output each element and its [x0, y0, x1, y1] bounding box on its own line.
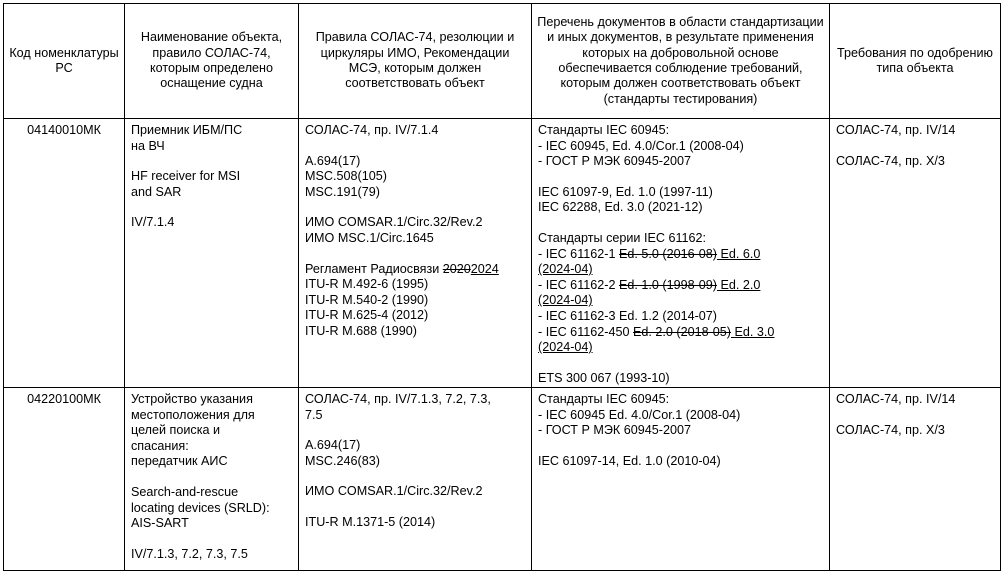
- header-row: [4, 4, 1001, 119]
- object-name-en: and SAR: [131, 184, 182, 199]
- object-name-ru: Устройство указания: [131, 392, 253, 406]
- header-approval: Требования по одобрению типа объекта: [830, 4, 1001, 119]
- approval-requirement: СОЛАС-74, пр. X/3: [836, 153, 945, 168]
- itu-recommendation: ITU-R M.492-6 (1995): [305, 277, 429, 292]
- object-name-ru: спасания:: [131, 438, 189, 453]
- object-name-en: Search-and-rescue: [131, 484, 239, 499]
- object-name-ru: на ВЧ: [131, 138, 165, 153]
- standard: - ГОСТ Р МЭК 60945-2007: [538, 154, 691, 169]
- object-name-en: locating devices (SRLD):: [131, 500, 270, 515]
- standard: IEC 61097-14, Ed. 1.0 (2010-04): [538, 453, 721, 468]
- standard: IEC 62288, Ed. 3.0 (2021-12): [538, 200, 703, 215]
- resolution: MSC.191(79): [305, 184, 380, 199]
- object-name-cell: [125, 119, 299, 388]
- inserted-text: (2024-04): [538, 293, 593, 308]
- standard: - IEC 60945 Ed. 4.0/Cor.1 (2008-04): [538, 407, 741, 422]
- rules-cell: [299, 119, 532, 388]
- resolution: A.694(17): [305, 153, 361, 168]
- inserted-text: 2024: [470, 261, 499, 276]
- object-name-en: AIS-SART: [131, 516, 189, 531]
- deleted-text: Ed. 1.0 (1998-09): [618, 277, 717, 292]
- imo-circular: ИМО MSC.1/Circ.1645: [305, 230, 434, 245]
- standard: - ГОСТ Р МЭК 60945-2007: [538, 423, 691, 438]
- header-rules: Правила СОЛАС-74, резолюции и циркуляры ИМО, Рекомендации МСЭ, которым должен соответствовать объект: [299, 4, 532, 119]
- header-object-name: Наименование объекта, правило СОЛАС-74, которым определено оснащение судна: [125, 4, 299, 119]
- imo-circular: ИМО COMSAR.1/Circ.32/Rev.2: [305, 215, 483, 230]
- inserted-text: Ed. 3.0: [731, 324, 775, 339]
- header-standards: Перечень документов в области стандартизации и иных документов, в результате применения которых на добровольной основе обеспечивается соблюдение требований, которым должен соответствовать объект (стандарты тестирования): [532, 4, 830, 119]
- approval-requirement: СОЛАС-74, пр. IV/14: [836, 123, 956, 137]
- approval-requirement: СОЛАС-74, пр. IV/14: [836, 392, 956, 406]
- imo-circular: ИМО COMSAR.1/Circ.32/Rev.2: [305, 484, 483, 499]
- itu-recommendation: ITU-R M.688 (1990): [305, 323, 417, 338]
- solas-reference: СОЛАС-74, пр. IV/7.1.4: [305, 123, 439, 137]
- standards-cell: [532, 119, 830, 388]
- object-name-ru: передатчик АИС: [131, 454, 228, 469]
- standards-cell: [532, 388, 830, 571]
- resolution: MSC.246(83): [305, 453, 380, 468]
- radio-regulations: Регламент Радиосвязи 20202024: [305, 261, 499, 276]
- object-name-cell: [125, 388, 299, 571]
- standard-amended: - IEC 61162-1 Ed. 5.0 (2016-08) Ed. 6.0: [538, 246, 761, 261]
- solas-rule: IV/7.1.4: [131, 215, 175, 230]
- object-name-ru: целей поиска и: [131, 423, 221, 438]
- standard-amended: - IEC 61162-2 Ed. 1.0 (1998-09) Ed. 2.0: [538, 277, 761, 292]
- standard-amended: - IEC 61162-450 Ed. 2.0 (2018-05) Ed. 3.0: [538, 324, 775, 339]
- standards-heading: Стандарты IEC 60945:: [538, 392, 670, 406]
- object-name-ru: местоположения для: [131, 407, 255, 422]
- inserted-text: (2024-04): [538, 262, 593, 277]
- deleted-text: Ed. 2.0 (2018-05): [632, 324, 731, 339]
- nomenclature-code: 04140010МК: [4, 119, 125, 388]
- approval-cell: [830, 388, 1001, 571]
- table-row: [4, 119, 1001, 388]
- deleted-text: Ed. 5.0 (2016-08): [618, 246, 717, 261]
- inserted-text: (2024-04): [538, 340, 593, 355]
- solas-reference: СОЛАС-74, пр. IV/7.1.3, 7.2, 7.3,: [305, 392, 491, 406]
- itu-recommendation: ITU-R M.1371-5 (2014): [305, 514, 436, 529]
- object-name-en: HF receiver for MSI: [131, 169, 241, 184]
- standard: ETS 300 067 (1993-10): [538, 370, 670, 385]
- table-row: [4, 388, 1001, 571]
- requirements-table: [3, 3, 1001, 571]
- object-name-ru: Приемник ИБМ/ПС: [131, 123, 243, 137]
- itu-recommendation: ITU-R M.625-4 (2012): [305, 308, 429, 323]
- standard: - IEC 61162-3 Ed. 1.2 (2014-07): [538, 308, 717, 323]
- standards-heading: Стандарты IEC 60945:: [538, 123, 670, 137]
- approval-requirement: СОЛАС-74, пр. X/3: [836, 422, 945, 437]
- resolution: A.694(17): [305, 438, 361, 453]
- inserted-text: Ed. 6.0: [716, 246, 761, 261]
- standards-heading: Стандарты серии IEC 61162:: [538, 230, 707, 245]
- itu-recommendation: ITU-R M.540-2 (1990): [305, 292, 429, 307]
- standard: IEC 61097-9, Ed. 1.0 (1997-11): [538, 184, 713, 199]
- solas-reference: 7.5: [305, 407, 323, 422]
- rules-cell: [299, 388, 532, 571]
- standard: - IEC 60945, Ed. 4.0/Cor.1 (2008-04): [538, 138, 744, 153]
- deleted-text: 2020: [442, 261, 471, 276]
- inserted-text: Ed. 2.0: [716, 277, 761, 292]
- approval-cell: [830, 119, 1001, 388]
- nomenclature-code: 04220100МК: [4, 388, 125, 571]
- resolution: MSC.508(105): [305, 169, 387, 184]
- header-code: Код номенклатуры РС: [4, 4, 125, 119]
- solas-rule: IV/7.1.3, 7.2, 7.3, 7.5: [131, 546, 248, 561]
